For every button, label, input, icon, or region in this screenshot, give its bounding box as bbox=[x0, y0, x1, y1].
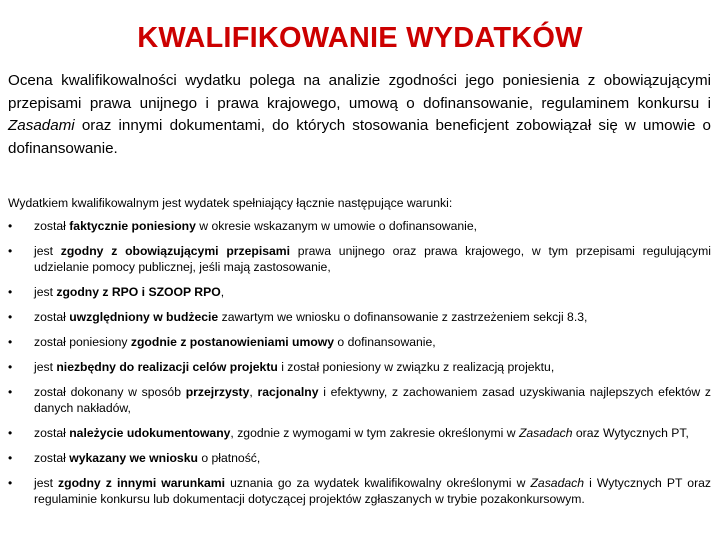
item-bold: faktycznie poniesiony bbox=[69, 219, 196, 233]
list-item bbox=[8, 218, 711, 234]
item-bold: zgodny z obowiązującymi przepisami bbox=[60, 244, 291, 258]
item-bold: niezbędny do realizacji celów projektu bbox=[56, 360, 278, 374]
item-text: został poniesiony bbox=[34, 335, 131, 349]
item-text: i efektywny, z zachowaniem zasad uzyskiwania najlepszych efektów z danych nakładów, bbox=[34, 385, 712, 415]
item-text: został dokonany w sposób bbox=[34, 385, 186, 399]
intro-italic: Zasadami bbox=[8, 117, 75, 134]
item-bold: należycie udokumentowany bbox=[69, 426, 231, 440]
page-title: KWALIFIKOWANIE WYDATKÓW bbox=[137, 22, 583, 54]
bullet-icon: • bbox=[8, 476, 13, 490]
item-text: w okresie wskazanym w umowie o dofinansowanie, bbox=[195, 219, 478, 233]
list-item bbox=[8, 425, 711, 441]
item-text: jest bbox=[34, 476, 59, 490]
item-text: jest bbox=[34, 285, 57, 299]
item-italic: Zasadach bbox=[530, 476, 585, 490]
item-bold: zgodny z RPO i SZOOP RPO bbox=[56, 285, 221, 299]
list-item bbox=[8, 243, 711, 275]
list-item bbox=[8, 334, 711, 350]
item-text: uznania go za wydatek kwalifikowalny określonymi w bbox=[224, 476, 531, 490]
bullet-icon: • bbox=[8, 426, 13, 440]
item-bold: racjonalny bbox=[257, 385, 319, 399]
item-text: i Wytycznych PT oraz regulaminie konkursu lub dokumentacji dotyczącej projektów zgłaszanych w trybie pozakonkursowym. bbox=[34, 476, 711, 506]
list-item bbox=[8, 384, 711, 416]
bullet-icon: • bbox=[8, 385, 13, 399]
list-item bbox=[8, 475, 711, 507]
item-bold: przejrzysty bbox=[185, 385, 250, 399]
bullet-icon: • bbox=[8, 360, 13, 374]
conditions-list bbox=[8, 218, 711, 516]
bullet-icon: • bbox=[8, 244, 13, 258]
item-text: i został poniesiony w związku z realizacją projektu, bbox=[277, 360, 555, 374]
item-text: o płatność, bbox=[197, 451, 261, 465]
item-text: , zgodnie z wymogami w tym zakresie określonymi w bbox=[230, 426, 519, 440]
item-text: prawa unijnego oraz prawa krajowego, w tym przepisami regulującymi udzielanie pomocy publicznej, jeśli mają zastosowanie, bbox=[34, 244, 712, 274]
item-bold: zgodny z innymi warunkami bbox=[58, 476, 225, 490]
item-italic: Zasadach bbox=[518, 426, 573, 440]
item-bold: wykazany we wniosku bbox=[69, 451, 198, 465]
item-text: jest bbox=[34, 360, 57, 374]
item-text: jest bbox=[34, 244, 61, 258]
item-text: został bbox=[34, 219, 70, 233]
item-text: oraz Wytycznych PT, bbox=[572, 426, 689, 440]
bullet-icon: • bbox=[8, 219, 13, 233]
bullet-icon: • bbox=[8, 451, 13, 465]
list-item bbox=[8, 450, 711, 466]
intro-text: Ocena kwalifikowalności wydatku polega na analizie zgodności jego poniesienia z obowiązującymi przepisami prawa unijnego i prawa krajowego, umową o dofinansowanie, regulaminem konkursu i bbox=[8, 72, 711, 112]
list-item bbox=[8, 359, 711, 375]
item-text: , bbox=[220, 285, 225, 299]
intro-paragraph bbox=[8, 70, 711, 160]
bullet-icon: • bbox=[8, 335, 13, 349]
item-text: zawartym we wniosku o dofinansowanie z zastrzeżeniem sekcji 8.3, bbox=[218, 310, 588, 324]
intro-text-end: oraz innymi dokumentami, do których stosowania beneficjent zobowiązał się w umowie o dofinansowanie. bbox=[8, 117, 711, 157]
item-text: o dofinansowanie, bbox=[334, 335, 436, 349]
list-item bbox=[8, 309, 711, 325]
item-bold: zgodnie z postanowieniami umowy bbox=[130, 335, 335, 349]
item-text: , bbox=[249, 385, 258, 399]
bullet-icon: • bbox=[8, 310, 13, 324]
item-text: został bbox=[34, 451, 70, 465]
conditions-lead: Wydatkiem kwalifikowalnym jest wydatek spełniający łącznie następujące warunki: bbox=[8, 196, 453, 210]
item-text: został bbox=[34, 310, 70, 324]
bullet-icon: • bbox=[8, 285, 13, 299]
item-bold: uwzględniony w budżecie bbox=[69, 310, 219, 324]
list-item bbox=[8, 284, 711, 300]
item-text: został bbox=[34, 426, 70, 440]
